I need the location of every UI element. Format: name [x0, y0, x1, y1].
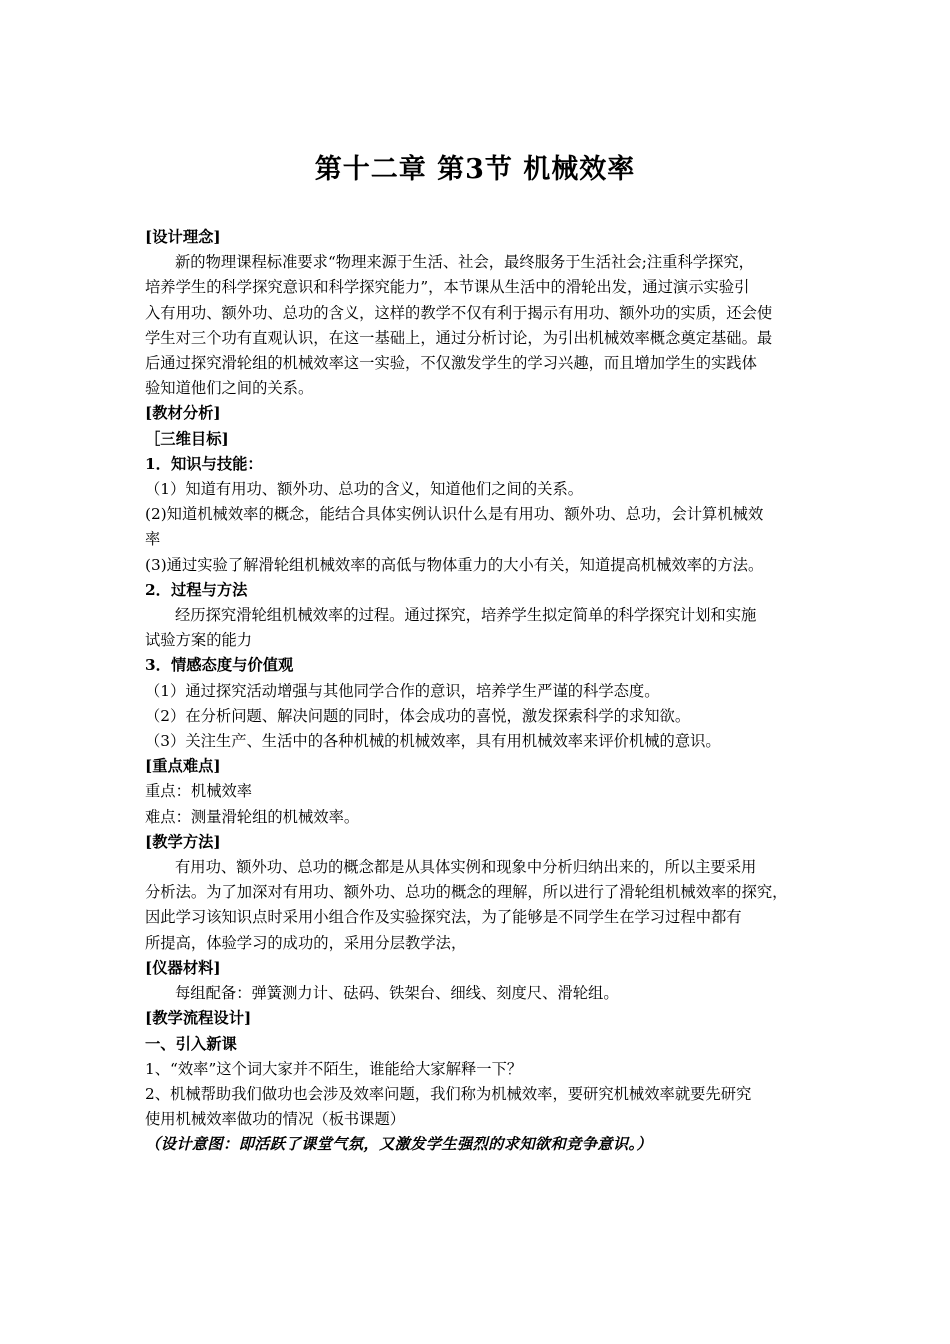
section-heading-teaching-method: [教学方法] [145, 832, 221, 851]
paragraph-line: 入有用功、额外功、总功的含义，这样的教学不仅有利于揭示有用功、额外功的实质，还会使 [145, 303, 773, 322]
list-item: （1）通过探究活动增强与其他同学合作的意识，培养学生严谨的科学态度。 [145, 681, 660, 700]
section-heading-teaching-flow: [教学流程设计] [145, 1009, 252, 1028]
paragraph-line: 新的物理课程标准要求“物理来源于生活、社会，最终服务于生活社会;注重科学探究， [175, 253, 754, 272]
list-item-continuation: 率 [145, 530, 161, 549]
list-item: (2)知道机械效率的概念，能结合具体实例认识什么是有用功、额外功、总功，会计算机械效 [145, 505, 764, 524]
paragraph-line: 因此学习该知识点时采用小组合作及实验探究法，为了能够是不同学生在学习过程中都有 [145, 908, 742, 927]
subheading-attitude-values: 3．情感态度与价值观 [145, 656, 294, 675]
list-item: 2、机械帮助我们做功也会涉及效率问题，我们称为机械效率，要研究机械效率就要先研究 [145, 1084, 752, 1103]
subheading-intro-new-lesson: 一、引入新课 [145, 1034, 237, 1053]
paragraph-line: 验知道他们之间的关系。 [145, 379, 314, 398]
design-intent-note: （设计意图：即活跃了课堂气氛，又激发学生强烈的求知欲和竞争意识。） [145, 1135, 653, 1154]
list-item: (3)通过实验了解滑轮组机械效率的高低与物体重力的大小有关，知道提高机械效率的方法。 [145, 555, 764, 574]
paragraph-line: 培养学生的科学探究意识和科学探究能力”，本节课从生活中的滑轮出发，通过演示实验引 [145, 278, 750, 297]
subheading-process-method: 2．过程与方法 [145, 580, 248, 599]
list-item: （3）关注生产、生活中的各种机械的机械效率，具有用机械效率来评价机械的意识。 [145, 732, 721, 751]
list-item-continuation: 使用机械效率做功的情况（板书课题） [145, 1110, 406, 1129]
key-point-line: 重点：机械效率 [145, 782, 253, 801]
paragraph-line: 有用功、额外功、总功的概念都是从具体实例和现象中分析归纳出来的，所以主要采用 [175, 858, 757, 877]
section-heading-design-concept: [设计理念] [145, 228, 221, 246]
section-heading-three-dimension-goals: ［三维目标] [145, 429, 229, 448]
list-item: （2）在分析问题、解决问题的同时，体会成功的喜悦，激发探索科学的求知欲。 [145, 706, 691, 725]
paragraph-line: 后通过探究滑轮组的机械效率这一实验，不仅激发学生的学习兴趣，而且增加学生的实践体 [145, 354, 757, 373]
document-body [145, 225, 817, 1158]
section-heading-equipment: [仪器材料] [145, 958, 221, 977]
difficult-point-line: 难点：测量滑轮组的机械效率。 [145, 807, 360, 826]
paragraph-line: 每组配备：弹簧测力计、砝码、铁架台、细线、刻度尺、滑轮组。 [175, 984, 619, 1003]
section-heading-material-analysis: [教材分析] [145, 404, 221, 423]
list-item: （1）知道有用功、额外功、总功的含义，知道他们之间的关系。 [145, 480, 584, 499]
subheading-knowledge-skills: 1．知识与技能： [145, 454, 263, 473]
section-heading-key-points: [重点难点] [145, 757, 221, 776]
paragraph-line: 所提高，体验学习的成功的，采用分层教学法， [145, 933, 467, 952]
page-title: 第十二章 第3节 机械效率 [314, 154, 636, 185]
list-item: 1、“效率”这个词大家并不陌生，谁能给大家解释一下？ [145, 1059, 523, 1078]
paragraph-line: 经历探究滑轮组机械效率的过程。通过探究，培养学生拟定简单的科学探究计划和实施 [175, 606, 757, 625]
paragraph-line: 分析法。为了加深对有用功、额外功、总功的概念的理解，所以进行了滑轮组机械效率的探究， [145, 883, 788, 902]
paragraph-line: 学生对三个功有直观认识，在这一基础上，通过分析讨论，为引出机械效率概念奠定基础。最 [145, 328, 773, 347]
paragraph-line: 试验方案的能力 [145, 631, 253, 650]
